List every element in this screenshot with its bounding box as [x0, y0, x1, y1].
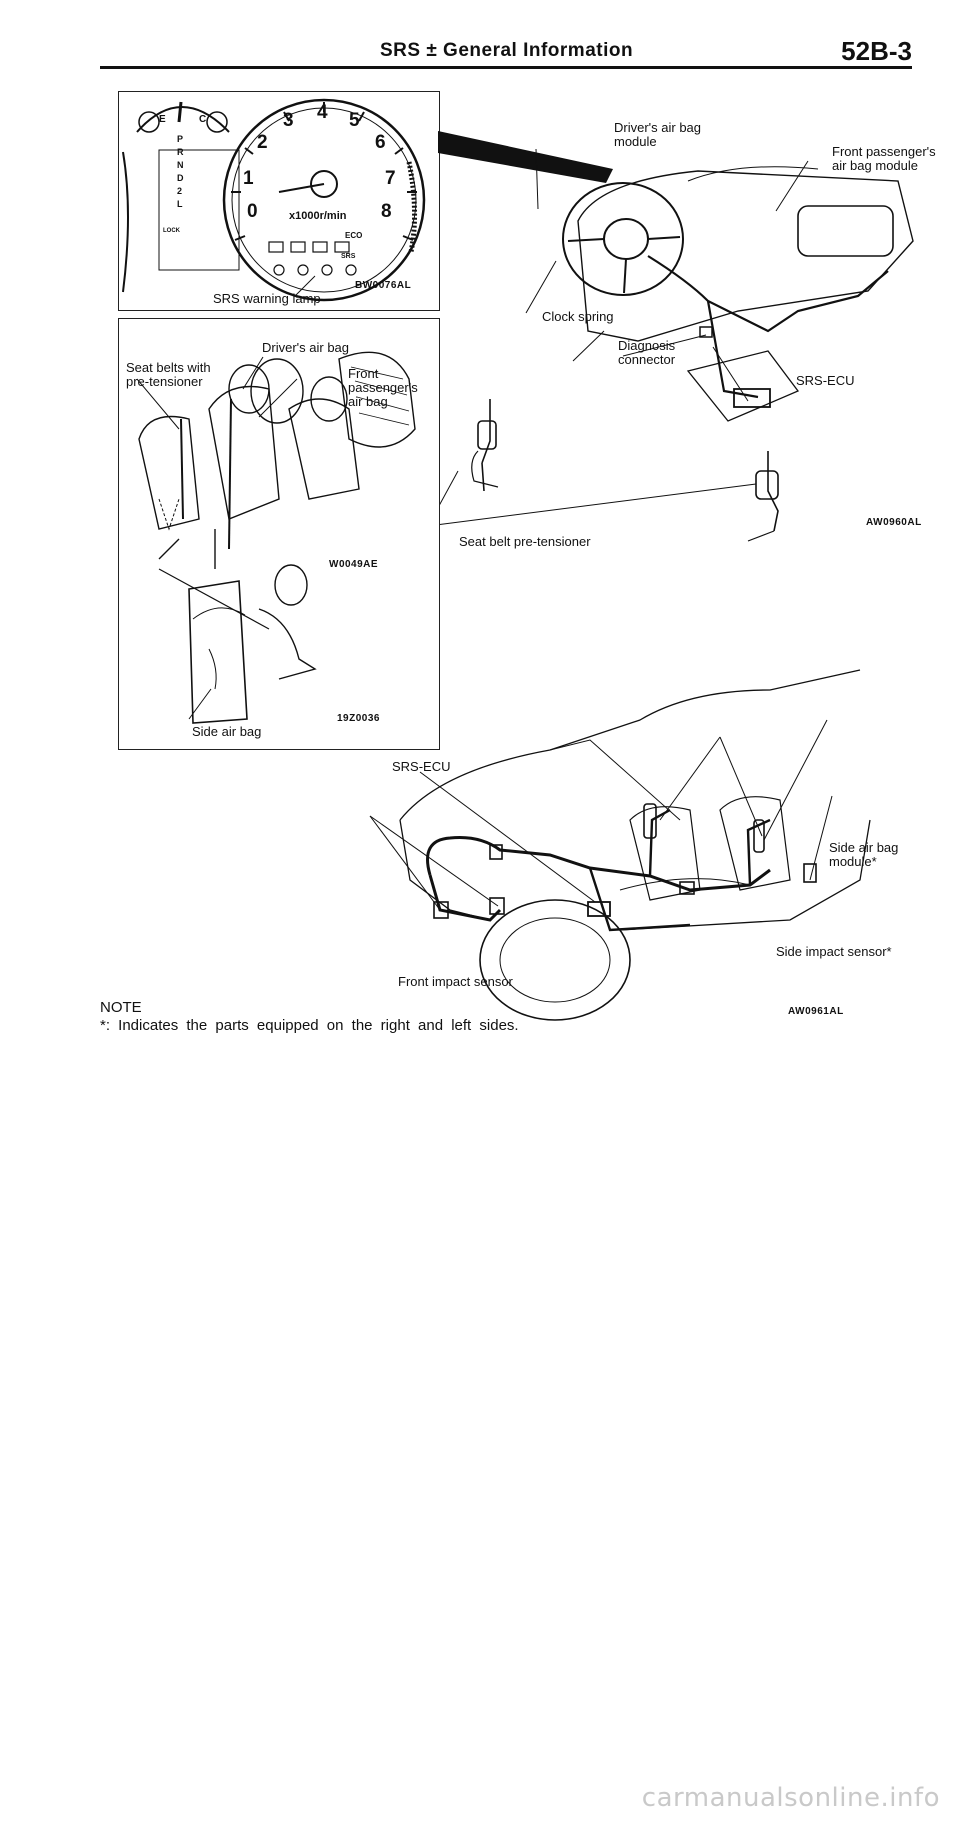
tach-number-8: 8	[381, 201, 392, 222]
side-impact-sensor-label: Side impact sensor*	[776, 944, 892, 959]
instrument-cluster-figure	[118, 91, 440, 311]
front-impact-sensor-label: Front impact sensor	[398, 974, 513, 989]
vehicle-figure-code: AW0961AL	[788, 1006, 844, 1017]
seats-front-passenger-label-2: passenger's	[348, 380, 418, 395]
seats-front-passenger-label-1: Front	[348, 366, 379, 381]
vehicle-figure	[390, 670, 930, 1050]
gear-2: 2	[177, 186, 183, 196]
tach-number-7: 7	[385, 168, 396, 189]
clock-spring-label: Clock spring	[542, 309, 614, 324]
side-air-bag-module-label-2: module*	[829, 854, 877, 869]
srs-lamp-label: SRS	[341, 253, 356, 260]
header-rule	[100, 66, 912, 69]
gear-p: P	[177, 134, 184, 144]
tach-number-1: 1	[243, 168, 254, 189]
tach-number-5: 5	[349, 110, 360, 131]
gear-d: D	[177, 173, 184, 183]
note-text: *: Indicates the parts equipped on the right and left sides.	[100, 1017, 519, 1034]
lock-label: LOCK	[163, 228, 180, 234]
page-header	[100, 36, 912, 66]
eco-label: ECO	[345, 231, 363, 240]
side-air-bag-label: Side air bag	[192, 724, 262, 739]
dashboard-figure-code: AW0960AL	[866, 517, 922, 528]
gear-n: N	[177, 160, 184, 170]
note-heading: NOTE	[100, 999, 142, 1016]
cluster-figure-code: BW0076AL	[355, 280, 412, 291]
footer-watermark: carmanualsonline.info	[641, 1783, 940, 1813]
temp-cold-letter: C	[199, 114, 207, 125]
seats-figure-code-1: W0049AE	[329, 559, 379, 570]
drivers-air-bag-module-label-1: Driver's air bag	[614, 120, 702, 135]
seats-drivers-air-bag-label: Driver's air bag	[262, 340, 350, 355]
seat-belts-label-1: Seat belts with	[126, 360, 211, 375]
seats-front-passenger-label-3: air bag	[348, 394, 388, 409]
front-passenger-module-label-2: air bag module	[832, 158, 918, 173]
side-air-bag-module-label-1: Side air bag	[829, 840, 899, 855]
dashboard-figure	[438, 91, 936, 561]
vehicle-srs-ecu-label: SRS-ECU	[392, 759, 451, 774]
dashboard-srs-ecu-label: SRS-ECU	[796, 373, 855, 388]
tach-number-6: 6	[375, 132, 386, 153]
tach-number-4: 4	[317, 102, 328, 123]
fuel-empty-letter: E	[159, 114, 166, 125]
srs-warning-lamp-label: SRS warning lamp	[213, 291, 321, 306]
section-title: SRS ± General Information	[380, 40, 634, 61]
diagnosis-connector-label-1: Diagnosis	[618, 338, 676, 353]
tach-number-0: 0	[247, 201, 258, 222]
seats-figure-code-2: 19Z0036	[337, 713, 380, 724]
diagnosis-connector-label-2: connector	[618, 352, 676, 367]
seat-belts-label-2: pre-tensioner	[126, 374, 203, 389]
tach-number-2: 2	[257, 132, 268, 153]
front-passenger-module-label-1: Front passenger's	[832, 144, 936, 159]
seat-belt-pretensioner-label: Seat belt pre-tensioner	[459, 534, 591, 549]
drivers-air-bag-module-label-2: module	[614, 134, 657, 149]
tach-number-3: 3	[283, 110, 294, 131]
page-code: 52B-3	[841, 36, 912, 66]
tach-unit: x1000r/min	[289, 210, 347, 222]
gear-r: R	[177, 147, 184, 157]
gear-l: L	[177, 199, 183, 209]
